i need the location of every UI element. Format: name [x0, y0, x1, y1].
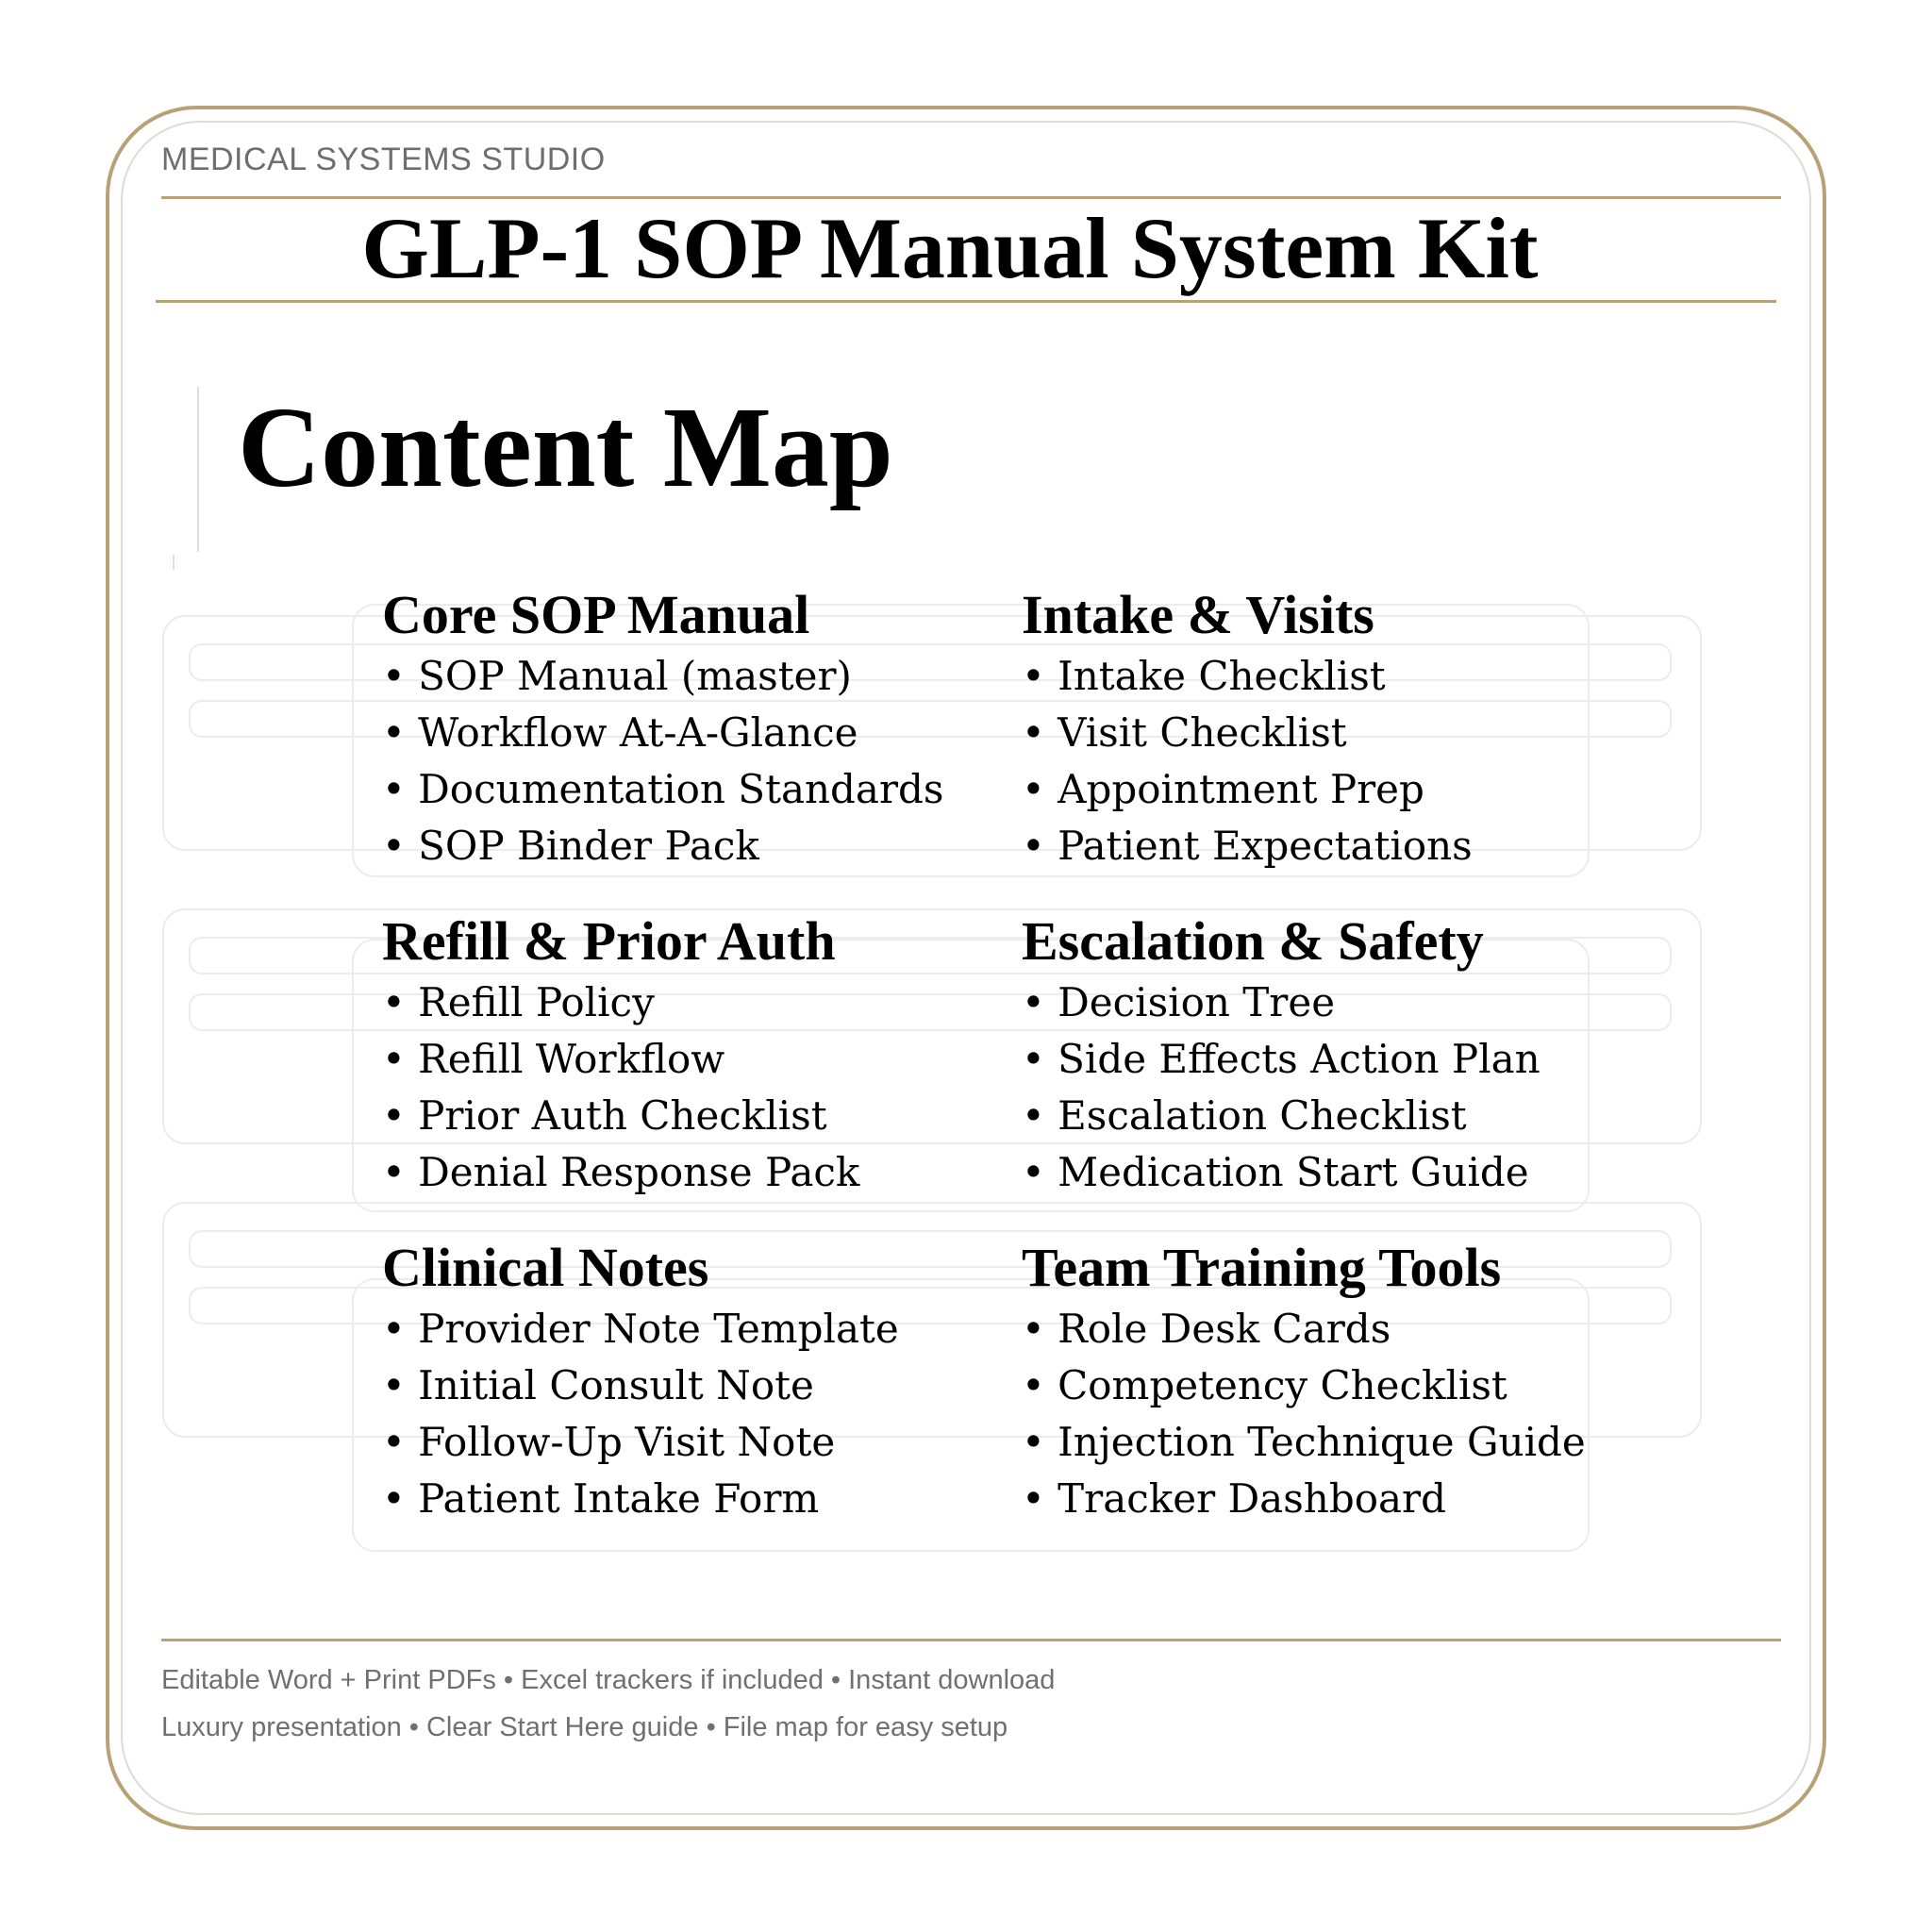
footer-presentation-line: Luxury presentation • Clear Start Here guide • File map for easy setup	[161, 1712, 1008, 1742]
content-cell-core-sop	[382, 582, 986, 874]
section-title: Content Map	[238, 384, 893, 511]
cell-item-list	[1022, 974, 1625, 1201]
list-item: • Prior Auth Checklist	[382, 1088, 986, 1144]
list-item: • Intake Checklist	[1022, 648, 1625, 705]
cell-item-list	[382, 1301, 986, 1527]
list-item: • Medication Start Guide	[1022, 1144, 1625, 1201]
list-item: • Refill Policy	[382, 974, 986, 1031]
cell-item-list	[1022, 648, 1625, 874]
list-item: • Visit Checklist	[1022, 705, 1625, 761]
brand-label: MEDICAL SYSTEMS STUDIO	[161, 142, 606, 177]
list-item: • SOP Manual (master)	[382, 648, 986, 705]
list-item: • Workflow At-A-Glance	[382, 705, 986, 761]
cell-heading: Core SOP Manual	[382, 584, 810, 645]
cell-heading: Refill & Prior Auth	[382, 910, 836, 972]
content-cell-refill-prior-auth	[382, 908, 986, 1201]
list-item: • Documentation Standards	[382, 761, 986, 818]
cell-item-list	[382, 648, 986, 874]
content-cell-clinical-notes	[382, 1235, 986, 1527]
list-item: • Role Desk Cards	[1022, 1301, 1625, 1357]
cell-item-list	[382, 974, 986, 1201]
footer-features-line: Editable Word + Print PDFs • Excel trackers if included • Instant download	[161, 1665, 1056, 1695]
list-item: • Provider Note Template	[382, 1301, 986, 1357]
content-cell-intake-visits	[1022, 582, 1625, 874]
list-item: • SOP Binder Pack	[382, 818, 986, 874]
list-item: • Follow-Up Visit Note	[382, 1414, 986, 1471]
content-cell-escalation-safety	[1022, 908, 1625, 1201]
footer-divider	[161, 1639, 1781, 1641]
cell-heading: Clinical Notes	[382, 1237, 709, 1298]
section-accent-mark	[173, 555, 175, 570]
cell-heading: Intake & Visits	[1022, 584, 1374, 645]
cell-heading: Team Training Tools	[1022, 1237, 1502, 1298]
list-item: • Appointment Prep	[1022, 761, 1625, 818]
list-item: • Escalation Checklist	[1022, 1088, 1625, 1144]
cell-item-list	[1022, 1301, 1625, 1527]
section-accent-bar	[197, 387, 199, 552]
list-item: • Patient Intake Form	[382, 1471, 986, 1527]
list-item: • Competency Checklist	[1022, 1357, 1625, 1414]
cell-heading: Escalation & Safety	[1022, 910, 1484, 972]
content-cell-team-training	[1022, 1235, 1625, 1527]
list-item: • Initial Consult Note	[382, 1357, 986, 1414]
list-item: • Side Effects Action Plan	[1022, 1031, 1625, 1088]
list-item: • Refill Workflow	[382, 1031, 986, 1088]
list-item: • Injection Technique Guide	[1022, 1414, 1625, 1471]
list-item: • Tracker Dashboard	[1022, 1471, 1625, 1527]
list-item: • Patient Expectations	[1022, 818, 1625, 874]
kit-title: GLP-1 SOP Manual System Kit	[361, 200, 1539, 296]
list-item: • Decision Tree	[1022, 974, 1625, 1031]
list-item: • Denial Response Pack	[382, 1144, 986, 1201]
header-divider-bottom	[156, 300, 1776, 303]
